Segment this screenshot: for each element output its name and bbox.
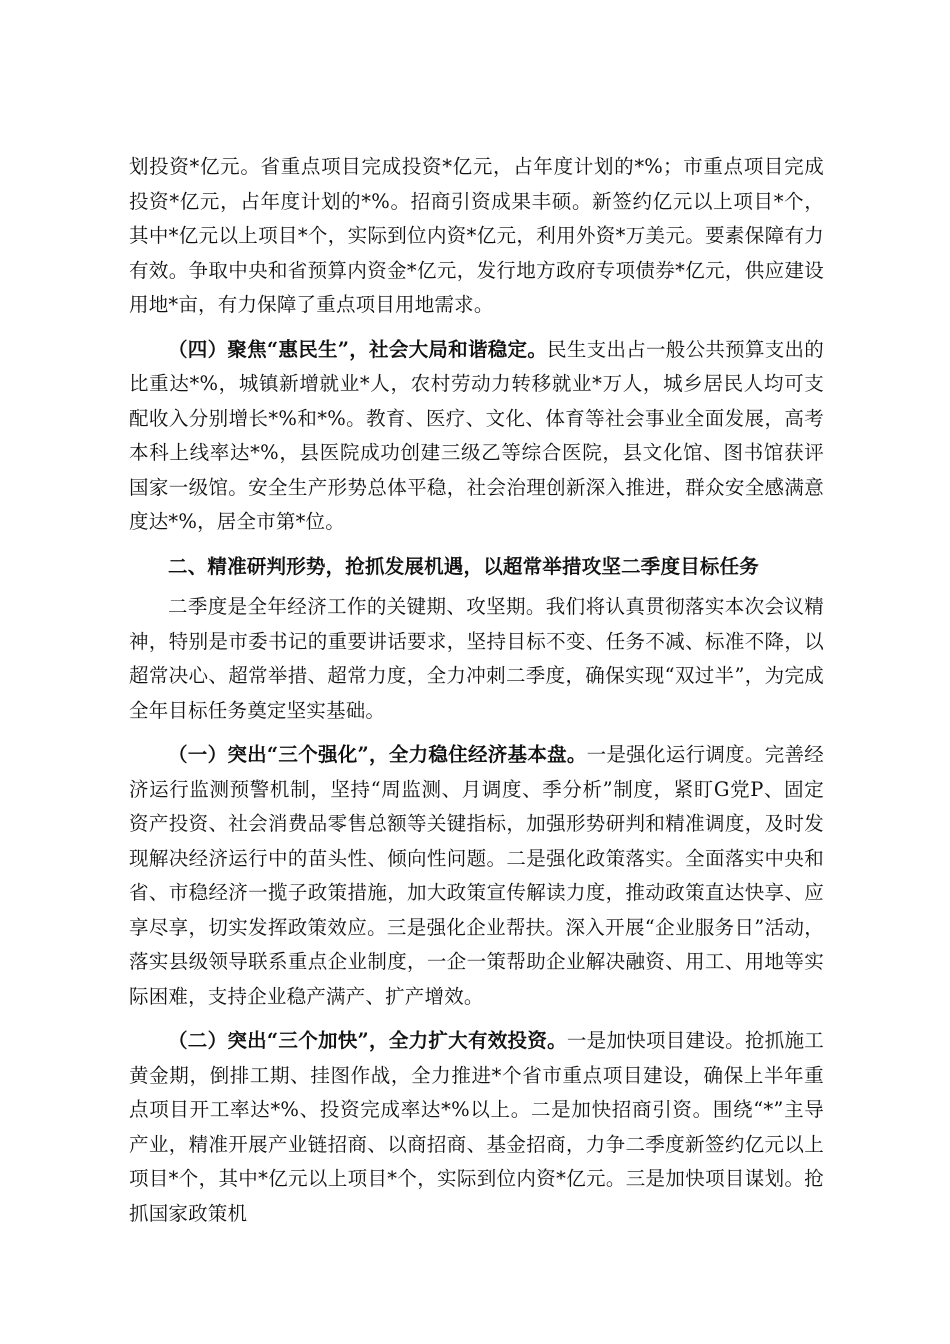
paragraph-text: 民生支出占一般公共预算支出的比重达*%，城镇新增就业*人，农村劳动力转移就业*万人，城乡居民人均可支配收入分别增长*%和*%。教育、医疗、文化、体育等社会事业全面发展，高考本科上线率达*%，县医院成功创建三级乙等综合医院，县文化馆、图书馆获评国家一级馆。安全生产形势总体平稳，社会治理创新深入推进，群众安全感满意度达*%，居全市第*位。 xyxy=(129,337,824,533)
paragraph-text: 二季度是全年经济工作的关键期、攻坚期。我们将认真贯彻落实本次会议精神，特别是市委书记的重要讲话要求，坚持目标不变、任务不减、标准不降，以超常决心、超常举措、超常力度，全力冲刺二季度，确保实现“双过半”，为完成全年目标任务奠定坚实基础。 xyxy=(129,595,824,722)
paragraph-lead: （二）突出“三个加快”，全力扩大有效投资。 xyxy=(168,1029,567,1052)
paragraph-lead: （四）聚焦“惠民生”，社会大局和谐稳定。 xyxy=(168,337,548,361)
paragraph-livelihood xyxy=(129,333,824,540)
paragraph-text: 划投资*亿元。省重点项目完成投资*亿元，占年度计划的*%；市重点项目完成投资*亿元，占年度计划的*%。招商引资成果丰硕。新签约亿元以上项目*个，其中*亿元以上项目*个，实际到位内资*亿元，利用外资*万美元。要素保障有力有效。争取中央和省预算内资金*亿元，发行地方政府专项债券*亿元，供应建设用地*亩，有力保障了重点项目用地需求。 xyxy=(129,155,824,316)
paragraph-lead: （一）突出“三个强化”，全力稳住经济基本盘。 xyxy=(168,743,587,766)
paragraph-investment-continued xyxy=(129,150,824,323)
paragraph-second-quarter-intro xyxy=(129,590,824,728)
paragraph-three-strengthen xyxy=(129,738,824,1014)
paragraph-text: 一是强化运行调度。完善经济运行监测预警机制，坚持“周监测、月调度、季分析”制度，紧盯G党P、固定资产投资、社会消费品零售总额等关键指标，加强形势研判和精准调度，及时发现解决经济运行中的苗头性、倾向性问题。二是强化政策落实。全面落实中央和省、市稳经济一揽子政策措施，加大政策宣传解读力度，推动政策直达快享、应享尽享，切实发挥政策效应。三是强化企业帮扶。深入开展“企业服务日”活动，落实县级领导联系重点企业制度，一企一策帮助企业解决融资、用工、用地等实际困难，支持企业稳产满产、扩产增效。 xyxy=(129,743,824,1008)
paragraph-text: 一是加快项目建设。抢抓施工黄金期，倒排工期、挂图作战，全力推进*个省市重点项目建设，确保上半年重点项目开工率达*%、投资完成率达*%以上。二是加快招商引资。围绕“*”主导产业，精准开展产业链招商、以商招商、基金招商，力争二季度新签约亿元以上项目*个，其中*亿元以上项目*个，实际到位内资*亿元。三是加快项目谋划。抢抓国家政策机 xyxy=(129,1029,824,1225)
section-heading-two: 二、精准研判形势，抢抓发展机遇，以超常举措攻坚二季度目标任务 xyxy=(168,554,760,578)
document-page xyxy=(129,150,824,1241)
paragraph-three-accelerate xyxy=(129,1024,824,1231)
